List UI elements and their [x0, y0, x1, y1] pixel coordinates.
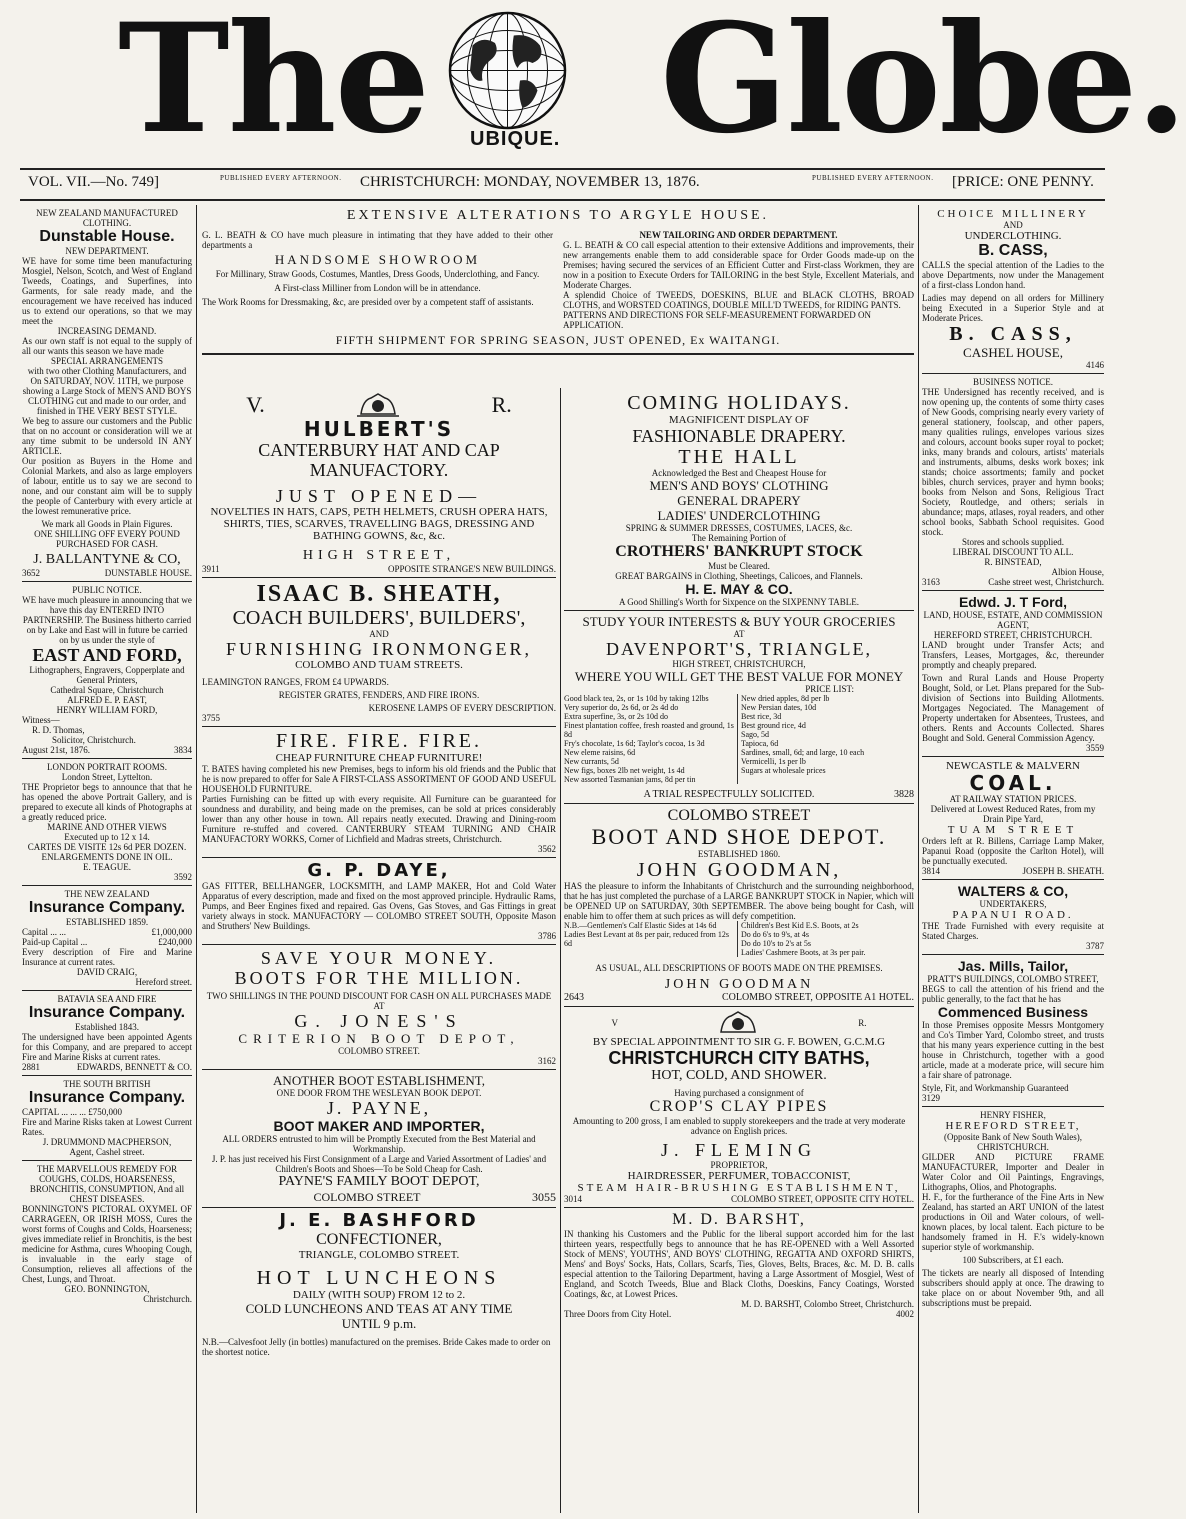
argyle-right-body: G. L. BEATH & CO call especial attention to their extensive Additions and improvements, their new arrangements enable them to add considerable space for Order Goods made-up on the Premises; having secured the services of an Efficient Cutter and First-class Workmen, they are now in a position to Execute Orders for TAILORING in the best Style, Excellent Materials, and Moderate Charges.: [563, 240, 914, 290]
list-item: Fry's chocolate, 1s 6d; Taylor's cocoa, 1s 3d: [564, 739, 705, 748]
list-item: New eleme raisins, 6d: [564, 748, 636, 757]
ad-ref: 3828: [893, 789, 914, 800]
goodman-head: COLOMBO STREET: [667, 807, 811, 824]
walters-body: THE Trade Furnished with every requisite at Stated Charges.: [922, 921, 1104, 941]
argyle-left-body: The Work Rooms for Dressmaking, &c, are presided over by a competent staff of assistants.: [202, 297, 534, 307]
portrait-views-size: Executed up to 12 x 14.: [64, 832, 150, 842]
hall-head: COMING HOLIDAYS.: [627, 392, 851, 414]
hulbert-opened: JUST OPENED—: [275, 486, 483, 506]
payne-body: ALL ORDERS entrusted to him will be Promptly Executed from the Best Material and Workmanship.: [222, 1134, 536, 1154]
hall-firm: H. E. MAY & CO.: [685, 581, 793, 597]
ad-ref: 3652: [22, 568, 40, 578]
batavia-name: Insurance Company.: [28, 1004, 186, 1021]
ford-body: LAND brought under Transfer Acts; and Transfers, Leases, Mortgages, &c, thereunder promptly and cheaply prepared.: [922, 640, 1104, 670]
cass-under: UNDERCLOTHING.: [964, 230, 1062, 242]
coal-head: NEWCASTLE & MALVERN: [945, 760, 1081, 772]
bashford-addr: TRIANGLE, COLOMBO STREET.: [298, 1249, 460, 1261]
fisher-body: H. F., for the furtherance of the Fine Arts in New Zealand, has started an ART UNION of the latest productions in Oil and Water colours, of well-known places, by local talent. Each picture to be handsomely framed in H. F.'s widely-known superior style of workmanship.: [922, 1192, 1104, 1252]
list-item: New figs, boxes 2lb net weight, 1s 4d: [564, 766, 685, 775]
ad-ref: 3559: [1086, 743, 1104, 753]
payne-sub: ONE DOOR FROM THE WESLEYAN BOOK DEPOT.: [276, 1088, 482, 1098]
goodman-body: HAS the pleasure to inform the Inhabitants of Christchurch and the surrounding neighborhood, that he has just completed the purchase of a LARGE BANKRUPT STOCK in Napier, which will be OPENED UP on SATURDAY, 30th SEPTEMBER. The above being bought for Cash, will enable him to offer them at such prices as will defy competition.: [564, 881, 914, 921]
ad-ref: 3755: [202, 713, 220, 723]
walters-road: PAPANUI ROAD.: [952, 909, 1074, 921]
baths-prop: PROPRIETOR,: [710, 1160, 768, 1170]
binstead-house: Albion House,: [1051, 567, 1104, 577]
argyle-title: EXTENSIVE ALTERATIONS TO ARGYLE HOUSE.: [346, 208, 770, 223]
southbritish-capital: CAPITAL ... ... ... £750,000: [22, 1107, 122, 1117]
remedy-name: GEO. BONNINGTON,: [64, 1284, 150, 1294]
argyle-footer: FIFTH SHIPMENT FOR SPRING SEASON, JUST OPENED, Ex WAITANGI.: [335, 333, 781, 347]
list-item: Tapioca, 6d: [741, 739, 779, 748]
ford-body: Town and Rural Lands and House Property Bought, Sold, or Let. Plans prepared for the Sub-division of Sections into Building Allotments. Mortgages Negociated. The Management of Property undertaken for Absentees, Trustees, and others. Rents and Accounts Collected. Shares Bought and Sold. General Commission Agency.: [922, 673, 1104, 743]
ad-ref: 3163: [922, 577, 940, 587]
sheath-name: ISAAC B. SHEATH,: [256, 581, 502, 607]
jones-boots: BOOTS FOR THE MILLION.: [234, 968, 524, 988]
sheath-sub: FURNISHING IRONMONGER,: [225, 639, 532, 659]
royal-v: V.: [246, 392, 265, 417]
ford-name: Edwd. J. T Ford,: [958, 594, 1068, 610]
davenport-head: STUDY YOUR INTERESTS & BUY YOUR GROCERIES: [582, 614, 896, 629]
pub-right: PUBLISHED EVERY AFTERNOON.: [812, 174, 934, 182]
column-2: [202, 392, 556, 1512]
royal-r: R.: [491, 392, 512, 417]
hall-stock: CROTHERS' BANKRUPT STOCK: [615, 543, 863, 560]
portrait-name: E. TEAGUE.: [82, 862, 132, 872]
davenport-addr: HIGH STREET, CHRISTCHURCH,: [672, 659, 806, 669]
binstead-discount: LIBERAL DISCOUNT TO ALL.: [952, 547, 1074, 557]
portrait-views: MARINE AND OTHER VIEWS: [47, 822, 167, 832]
notice-witness-role: Solicitor, Christchurch.: [52, 735, 136, 745]
info-line: [20, 172, 1100, 194]
argyle-left-body: For Millinary, Straw Goods, Costumes, Mantles, Dress Goods, Underclothing, and Fancy.: [215, 269, 540, 279]
barsht-doors: Three Doors from City Hotel.: [564, 1309, 672, 1319]
mills-name: Jas. Mills, Tailor,: [957, 958, 1069, 974]
goodman-list-left: [564, 921, 737, 957]
argyle-left-body: A First-class Milliner from London will be in attendance.: [274, 283, 481, 293]
argyle-left-body: G. L. BEATH & CO have much pleasure in intimating that they have added to their other departments a: [202, 230, 553, 250]
notice-witness: Witness—: [22, 715, 60, 725]
portrait-enlarge: ENLARGEMENTS DONE IN OIL.: [41, 852, 173, 862]
jones-addr: COLOMBO STREET.: [338, 1046, 420, 1056]
daye-name: G. P. DAYE,: [307, 860, 451, 881]
list-item: Best rice, 3d: [741, 712, 782, 721]
batavia-est: Established 1843.: [75, 1022, 139, 1032]
coal-station: AT RAILWAY STATION PRICES.: [949, 794, 1077, 804]
list-item: Children's Best Kid E.S. Boots, at 2s: [741, 921, 859, 930]
davenport-trial: A TRIAL RESPECTFULLY SOLICITED.: [643, 789, 815, 800]
ad-ref: 3562: [538, 844, 556, 854]
cass-body: CALLS the special attention of the Ladies to the above Departments, now under the Management of a first-class London hand.: [922, 260, 1104, 290]
baths-pipes: CROP'S CLAY PIPES: [649, 1098, 829, 1115]
bashford-nb: N.B.—Calvesfoot Jelly (in bottles) manufactured on the premises. Bride Cakes made to order on the shortest notice.: [202, 1337, 551, 1357]
list-item: Ladies Best Levant at 8s per pair, reduced from 12s 6d: [564, 930, 729, 948]
argyle-ad: [202, 208, 914, 386]
column-1: [22, 208, 192, 1513]
portrait-addr: London Street, Lyttelton.: [61, 772, 153, 782]
batavia-body: The undersigned have been appointed Agents for this Company, and are prepared to accept Fire and Marine Risks at current rates.: [22, 1032, 192, 1062]
fire-sub: CHEAP FURNITURE CHEAP FURNITURE!: [275, 752, 483, 764]
price: [PRICE: ONE PENNY.: [952, 174, 1094, 190]
barsht-sign: M. D. BARSHT, Colombo Street, Christchurch.: [741, 1299, 914, 1309]
dunstable-body: with two other Clothing Manufacturers, and On SATURDAY, NOV. 11TH, we purpose showing a Large Stock of MEN'S AND BOYS CLOTHING cut and made to our order, and finished in THE VERY BEST STYLE.: [22, 366, 192, 416]
baths-trade: HAIRDRESSER, PERFUMER, TOBACCONIST,: [627, 1170, 851, 1182]
davenport-at: AT: [733, 629, 745, 639]
column-3: [564, 392, 914, 1512]
notice-trades: Lithographers, Engravers, Copperplate and General Printers,: [29, 665, 185, 685]
dunstable-dept: NEW DEPARTMENT.: [65, 246, 149, 256]
bashford-until: UNTIL 9 p.m.: [341, 1316, 417, 1331]
davenport-value: WHERE YOU WILL GET THE BEST VALUE FOR MONEY: [574, 669, 904, 684]
payne-trade: BOOT MAKER AND IMPORTER,: [273, 1118, 485, 1134]
argyle-right-body: A splendid Choice of TWEEDS, DOESKINS, BLUE and BLACK CLOTHS, BROAD CLOTHS, and WORSTED COATINGS, DOUBLE MILL'D TWEEDS, for RIDING PANTS.: [563, 290, 914, 310]
list-item: N.B.—Gentlemen's Calf Elastic Sides at 14s 6d: [564, 921, 717, 930]
batavia-kicker: BATAVIA SEA AND FIRE: [57, 994, 157, 1004]
payne-head: ANOTHER BOOT ESTABLISHMENT,: [273, 1073, 485, 1088]
ad-ref: 3834: [174, 745, 192, 755]
goodman-name: JOHN GOODMAN,: [636, 859, 842, 881]
payne-addr: COLOMBO STREET: [313, 1190, 421, 1204]
royal-v: V: [611, 1018, 619, 1028]
nzins-body: Every description of Fire and Marine Insurance at current rates.: [22, 947, 192, 967]
argyle-right-body: PATTERNS AND DIRECTIONS FOR SELF-MEASUREMENT FORWARDED ON APPLICATION.: [563, 310, 872, 330]
coal-street: TUAM STREET: [947, 824, 1079, 836]
list-item: New dried apples, 8d per lb: [741, 694, 830, 703]
list-item: Best ground rice, 4d: [741, 721, 806, 730]
list-item: Very superior do, 2s 6d, or 2s 4d do: [564, 703, 679, 712]
remedy-body: BONNINGTON'S PICTORAL OXYMEL OF CARRAGEEN, OR IRISH MOSS, Cures the worst forms of Coughs and Colds, Hoarseness; gives immediate relief in Bronchitis, is the best medicine for Asthma, cures Whooping Cough, is invaluable in the early stage of Consumption, relieves all affections of the Chest, Lungs, and Throat.: [22, 1204, 192, 1284]
binstead-stores: Stores and schools supplied.: [962, 537, 1064, 547]
hall-bargains: GREAT BARGAINS in Clothing, Sheetings, Calicoes, and Flannels.: [615, 571, 863, 581]
column-divider: [918, 205, 919, 1513]
globe-icon: [445, 8, 570, 133]
sheath-line: REGISTER GRATES, FENDERS, AND FIRE IRONS.: [278, 690, 480, 700]
ad-ref: 3786: [538, 931, 556, 941]
cass-kicker: CHOICE MILLINERY: [937, 208, 1089, 220]
nzins-agent: DAVID CRAIG,: [76, 967, 138, 977]
ad-ref: 3162: [538, 1056, 556, 1066]
column-divider: [196, 205, 197, 1513]
list-item: Good black tea, 2s, or 1s 10d by taking 12lbs: [564, 694, 709, 703]
baths-body: Amounting to 200 gross, I am enabled to supply storekeepers and the trade at very moderate advance on English prices.: [572, 1116, 906, 1136]
royal-r: R.: [858, 1018, 867, 1028]
masthead: [0, 0, 1186, 170]
mills-body: In those Premises opposite Messrs Montgomery and Co's Timber Yard, Colombo street, and trusts that his many years experience cutting in the best house in Christchurch, together with a good article, made at a moderate price, will secure him a fair share of patronage.: [922, 1020, 1104, 1080]
notice-addr: Cathedral Square, Christchurch: [50, 685, 164, 695]
hulbert-street: HIGH STREET,: [302, 548, 456, 563]
davenport-name: DAVENPORT'S, TRIANGLE,: [605, 639, 872, 659]
notice-partner: ALFRED E. P. EAST,: [67, 695, 147, 705]
coal-body: Orders left at R. Billens, Carriage Lamp Maker, Papanui Road (opposite the Carlton Hotel), will be punctually executed.: [922, 836, 1104, 866]
ad-ref: 2881: [22, 1062, 40, 1072]
list-item: New Persian dates, 10d: [741, 703, 817, 712]
dunstable-demand: INCREASING DEMAND.: [57, 326, 157, 336]
nzins-kicker: THE NEW ZEALAND: [64, 889, 150, 899]
coal-word: COAL.: [969, 771, 1057, 795]
davenport-list-right: [737, 694, 914, 784]
portrait-title: LONDON PORTRAIT ROOMS.: [46, 762, 168, 772]
goodman-name2: JOHN GOODMAN: [664, 977, 814, 992]
bashford-hot: HOT LUNCHEONS: [256, 1267, 502, 1289]
mills-addr: PRATT'S BUILDINGS, COLOMBO STREET,: [927, 974, 1099, 984]
nzins-capital-value: £1,000,000: [151, 927, 192, 937]
masthead-motto: UBIQUE.: [470, 128, 561, 150]
nzins-paid-value: £240,000: [158, 937, 192, 947]
remedy-addr: Christchurch.: [143, 1294, 192, 1304]
fire-body: Parties Furnishing can be fitted up with every requisite. All Furniture can be guaranteed for soundness and durability, and being made on the premises, can be sold at prices considerably lower than any other house in town. All repairs neatly executed. Drawing and Dining-room Furniture re-stuffed and covered. CANTERBURY STEAM TURNING AND CHAIR MANUFACTORY WORKS, Corner of Lichfield and Madras streets, Christchurch.: [202, 794, 556, 844]
binstead-body: THE Undersigned has recently received, and is now opening up, the contents of some thirty cases of New Goods, comprising nearly every variety of general stationery, foolscap, and other papers, many qualities rulings, envelopes various sizes and colours, account books super royal to pocket; inks, many brands and colours, artists' materials and instruments, albums, desks work boxes; ink stands; choice assortments; family and pocket bibles, church services, prayer and hymn books; books from Nelson and Sons, Religious Tract Society, Routledge, and others; serials in abundance; maps, atlases, royal readers, and other school books, Sabbath School requisites. Good stock.: [922, 387, 1104, 537]
bashford-name: J. E. BASHFORD: [279, 1210, 479, 1231]
column-divider: [560, 388, 561, 1513]
cass-body: Ladies may depend on all orders for Millinery being Executed in a Superior Style and at Moderate Prices.: [922, 293, 1104, 323]
barsht-body: IN thanking his Customers and the Public for the liberal support accorded him for the last thirteen years, respectfully begs to announce that he has RE-OPENED with a Well Assorted Stock of MENS', YOUTHS', AND BOYS' CLOTHING, REGATTA AND OXFORD SHIRTS, Mens' and Boys' Socks, Hats, Collars, Scarfs, Ties, Gloves, Belts, Braces, &c. M. D. B. calls especial attention to the Tailoring Department, having a Large Assortment of Mosgiel, West of England, and Scotch Tweeds, Blue and Black Cloths, Doeskins, Fancy Coatings, Worsted Coatings, &c, at Lowest Prices.: [564, 1229, 914, 1299]
hulbert-addr: OPPOSITE STRANGE'S NEW BUILDINGS.: [388, 564, 556, 574]
ad-ref: 4002: [896, 1309, 914, 1319]
list-item: New currants, 5d: [564, 757, 619, 766]
list-item: Sugars at wholesale prices: [741, 766, 826, 775]
payne-name: J. PAYNE,: [326, 1098, 432, 1118]
ad-ref: 3592: [174, 872, 192, 882]
dunstable-discount: ONE SHILLING OFF EVERY POUND PURCHASED FOR CASH.: [34, 529, 180, 549]
baths-sub: HOT, COLD, AND SHOWER.: [651, 1068, 827, 1083]
list-item: Ladies' Cashmere Boots, at 3s per pair.: [741, 948, 866, 957]
hall-name: THE HALL: [678, 446, 800, 468]
hall-remaining: The Remaining Portion of: [691, 533, 787, 543]
ad-ref: 4146: [1086, 360, 1104, 370]
hulbert-name: HULBERT'S: [303, 417, 455, 441]
mills-head: Commenced Business: [937, 1004, 1089, 1020]
jones-head: SAVE YOUR MONEY.: [260, 948, 498, 968]
ad-ref: 3911: [202, 564, 220, 574]
sheath-line: LEAMINGTON RANGES, FROM £4 UPWARDS.: [202, 677, 389, 687]
fire-body: T. BATES having completed his new Premises, begs to inform his old friends and the Public that he is now prepared to offer for Sale A FIRST-CLASS ASSORTMENT OF GOOD AND USEFUL HOUSEHOLD FURNITURE.: [202, 764, 556, 794]
dunstable-body: We beg to assure our customers and the Public that on no account or consideration will we at any time submit to be undersold IN ANY ARTICLE.: [22, 416, 192, 456]
coal-body: Delivered at Lowest Reduced Rates, from my Drain Pipe Yard,: [930, 804, 1096, 824]
hulbert-items: NOVELTIES IN HATS, CAPS, PETH HELMETS, CRUSH OPERA HATS, SHIRTS, TIES, SCARVES, TRAVELLING BAGS, DRESSING AND BATHING GOWNS, &c, &c.: [210, 506, 548, 542]
nzins-name: Insurance Company.: [28, 899, 186, 916]
baths-addr: COLOMBO STREET, OPPOSITE CITY HOTEL.: [731, 1194, 914, 1204]
royal-crest-icon: [353, 392, 403, 418]
list-item: Sardines, small, 6d; and large, 10 each: [741, 748, 865, 757]
ad-ref: 3014: [564, 1194, 582, 1204]
info-rule: [20, 199, 1105, 201]
sheath-line: KEROSENE LAMPS OF EVERY DESCRIPTION.: [368, 703, 556, 713]
fisher-street: HEREFORD STREET,: [945, 1120, 1081, 1132]
notice-partner: HENRY WILLIAM FORD,: [56, 705, 158, 715]
ford-trade: LAND, HOUSE, ESTATE, AND COMMISSION AGENT,: [923, 610, 1103, 630]
fisher-opp: (Opposite Bank of New South Wales),: [943, 1132, 1083, 1142]
goodman-usual: AS USUAL, ALL DESCRIPTIONS OF BOOTS MADE ON THE PREMISES.: [595, 963, 883, 973]
jones-body: TWO SHILLINGS IN THE POUND DISCOUNT FOR CASH ON ALL PURCHASES MADE AT: [206, 991, 552, 1011]
argyle-right-title: NEW TAILORING AND ORDER DEPARTMENT.: [639, 230, 838, 240]
ad-ref: 3129: [922, 1093, 940, 1103]
ad-ref: 2643: [564, 992, 584, 1003]
barsht-name: M. D. BARSHT,: [672, 1211, 806, 1228]
fisher-body: The tickets are nearly all disposed of Intending subscribers should apply at once. The drawing to take place on or about November 9th, and all subscriptions must be prepaid.: [922, 1268, 1104, 1308]
notice-firm: EAST AND FORD,: [32, 645, 182, 665]
list-item: Finest plantation coffee, fresh roasted and ground, 1s 8d: [564, 721, 734, 739]
column-4: [922, 208, 1104, 1513]
hall-sub: FASHIONABLE DRAPERY.: [632, 426, 846, 446]
fire-head: FIRE. FIRE. FIRE.: [275, 730, 483, 752]
baths-having: Having purchased a consignment of: [674, 1088, 804, 1098]
pub-left: PUBLISHED EVERY AFTERNOON.: [220, 174, 342, 182]
bashford-cold: COLD LUNCHEONS AND TEAS AT ANY TIME: [245, 1301, 513, 1316]
cass-name: B. CASS,: [978, 242, 1048, 259]
binstead-name: R. BINSTEAD,: [984, 557, 1042, 567]
coal-name: JOSEPH B. SHEATH.: [1022, 866, 1104, 876]
nzins-capital-label: Capital ... ...: [22, 927, 66, 937]
dunstable-name: Dunstable House.: [39, 228, 175, 245]
hall-line: MEN'S AND BOYS' CLOTHING: [649, 478, 829, 493]
mills-body: BEGS to call the attention of his friend and the public generally, to the fact that he has: [922, 984, 1104, 1004]
goodman-list-right: [737, 921, 914, 957]
royal-crest-icon: [713, 1010, 763, 1036]
ad-ref: 3787: [1086, 941, 1104, 951]
baths-appoint: BY SPECIAL APPOINTMENT TO SIR G. F. BOWEN, G.C.M.G: [592, 1036, 886, 1048]
masthead-word-globe: Globe.: [660, 0, 1186, 167]
portrait-body: THE Proprietor begs to announce that that he has opened the above Portrait Gallery, and is prepared to execute all kinds of Photographs at a greatly reduced price.: [22, 782, 192, 822]
nzins-paid-label: Paid-up Capital ...: [22, 937, 88, 947]
fisher-city: CHRISTCHURCH.: [977, 1142, 1049, 1152]
jones-name: G. JONES'S: [294, 1011, 464, 1031]
dunstable-kicker: NEW ZEALAND MANUFACTURED CLOTHING.: [36, 208, 178, 228]
masthead-word-the: The: [118, 0, 429, 167]
dunstable-firm: J. BALLANTYNE & CO,: [33, 552, 181, 567]
hall-sub: MAGNIFICENT DISPLAY OF: [668, 414, 810, 426]
hulbert-sub: CANTERBURY HAT AND CAP MANUFACTORY.: [258, 440, 500, 480]
baths-proprietor-name: J. FLEMING: [660, 1140, 817, 1160]
list-item: Do do 10's to 2's at 5s: [741, 939, 811, 948]
davenport-list-left: [564, 694, 737, 784]
dateline: CHRISTCHURCH: MONDAY, NOVEMBER 13, 1876.: [360, 174, 700, 190]
cass-and: AND: [1003, 220, 1023, 230]
hall-table: A Good Shilling's Worth for Sixpence on the SIXPENNY TABLE.: [618, 597, 859, 607]
list-item: Sago, 5d: [741, 730, 769, 739]
walters-trade: UNDERTAKERS,: [979, 899, 1047, 909]
list-item: Extra superfine, 3s, or 2s 10d do: [564, 712, 668, 721]
hall-line: SPRING & SUMMER DRESSES, COSTUMES, LACES, &c.: [625, 523, 853, 533]
dunstable-special: SPECIAL ARRANGEMENTS: [51, 356, 163, 366]
notice-body: WE have much pleasure in announcing that we have this day ENTERED INTO PARTNERSHIP. The Business hitherto carried on by Lake and East will in future be carried on by us under the style of: [22, 595, 192, 645]
southbritish-addr: Agent, Cashel street.: [69, 1147, 145, 1157]
payne-depot: PAYNE'S FAMILY BOOT DEPOT,: [278, 1174, 480, 1189]
dunstable-body: Our position as Buyers in the Home and Colonial Markets, and also as large employers of labour, entitle us to say we are second to none, and our constant aim will be to supply the people of Canterbury with every article at the lowest remunerative price.: [22, 456, 192, 516]
dunstable-plain: We mark all Goods in Plain Figures.: [41, 519, 173, 529]
jones-depot: CRITERION BOOT DEPOT,: [238, 1031, 520, 1046]
notice-title: PUBLIC NOTICE.: [72, 585, 142, 595]
southbritish-body: Fire and Marine Risks taken at Lowest Current Rates.: [22, 1117, 192, 1137]
sheath-sub: COACH BUILDERS', BUILDERS',: [232, 607, 526, 629]
masthead-rule: [20, 168, 1105, 170]
cass-house: CASHEL HOUSE,: [963, 345, 1063, 360]
southbritish-agent: J. DRUMMOND MACPHERSON,: [42, 1137, 172, 1147]
sheath-and: AND: [369, 629, 389, 639]
dunstable-body: WE have for some time been manufacturing Mosgiel, Nelson, Scotch, and West of England Tweeds, Coatings, and Superfines, into Garments, for sale ready made, and the encouragement we have received has induced us to extend our operations, so that we may meet the: [22, 256, 192, 326]
baths-name: CHRISTCHURCH CITY BATHS,: [608, 1048, 870, 1068]
walters-name: WALTERS & CO,: [957, 883, 1069, 899]
hall-must: Must be Cleared.: [708, 561, 770, 571]
binstead-title: BUSINESS NOTICE.: [972, 377, 1053, 387]
daye-body: GAS FITTER, BELLHANGER, LOCKSMITH, and LAMP MAKER, Hot and Cold Water Apparatus of every description, made and fixed on the most approved principle. Hydraulic Rams, Pumps, and Beer Engines fixed and repaired. Gas Ovens, Gas Stoves, and Gas Fittings in great variety always in stock. MANUFACTORY — COLOMBO STREET SOUTH, Opposite Mason and Struthers' New Buildings.: [202, 881, 556, 931]
argyle-showroom: HANDSOME SHOWROOM: [274, 252, 481, 267]
southbritish-kicker: THE SOUTH BRITISH: [63, 1079, 151, 1089]
hall-line: LADIES' UNDERCLOTHING: [657, 508, 821, 523]
dunstable-house: DUNSTABLE HOUSE.: [104, 568, 192, 578]
goodman-boot: BOOT AND SHOE DEPOT.: [591, 824, 887, 849]
fisher-body: GILDER AND PICTURE FRAME MANUFACTURER, Importer and Dealer in Water Color and Oil Paintings, Engravings, Lithographs, Olios, and Photographs.: [922, 1152, 1104, 1192]
sheath-addr: COLOMBO AND TUAM STREETS.: [295, 659, 463, 671]
list-item: New assorted Tasmanian jams, 8d per tin: [564, 775, 696, 784]
portrait-cartes: CARTES DE VISITE 12s 6d PER DOZEN.: [27, 842, 187, 852]
volume: VOL. VII.—No. 749]: [28, 174, 159, 190]
batavia-agent: EDWARDS, BENNETT & CO.: [76, 1062, 192, 1072]
ford-addr: HEREFORD STREET, CHRISTCHURCH.: [933, 630, 1093, 640]
notice-witness-name: R. D. Thomas,: [32, 725, 85, 735]
binstead-addr: Cashe street west, Christchurch.: [988, 577, 1104, 587]
goodman-est: ESTABLISHED 1860.: [697, 849, 781, 859]
list-item: Do do 6's to 9's, at 4s: [741, 930, 809, 939]
fisher-subs: 100 Subscribers, at £1 each.: [962, 1255, 1064, 1265]
payne-body: J. P. has just received his First Consignment of a Large and Varied Assortment of Ladies' and Children's Boots and Shoes—To be Sold Cheap for Cash.: [211, 1154, 547, 1174]
hall-line: GENERAL DRAPERY: [677, 493, 801, 508]
mills-style: Style, Fit, and Workmanship Guaranteed: [922, 1083, 1069, 1093]
ad-ref: 3055: [531, 1190, 556, 1204]
baths-steam: STEAM HAIR-BRUSHING ESTABLISHMENT,: [577, 1182, 901, 1194]
nzins-addr: Hereford street.: [135, 977, 192, 987]
list-item: Vermicelli, 1s per lb: [741, 757, 806, 766]
remedy-title: THE MARVELLOUS REMEDY FOR COUGHS, COLDS, HOARSENESS, BRONCHITIS, CONSUMPTION, And all CHEST DISEASES.: [29, 1164, 185, 1204]
goodman-addr: COLOMBO STREET, OPPOSITE A1 HOTEL.: [721, 992, 914, 1003]
nzins-est: ESTABLISHED 1859.: [65, 917, 149, 927]
notice-date: August 21st, 1876.: [22, 745, 91, 755]
southbritish-name: Insurance Company.: [28, 1089, 186, 1106]
hall-ack: Acknowledged the Best and Cheapest House for: [651, 468, 827, 478]
davenport-pricelist: PRICE LIST:: [805, 684, 854, 694]
cass-name2: B. CASS,: [949, 323, 1077, 345]
dunstable-body: As our own staff is not equal to the supply of all our wants this season we have made: [22, 336, 192, 356]
bashford-daily: DAILY (WITH SOUP) FROM 12 to 2.: [292, 1289, 466, 1301]
ad-ref: 3814: [922, 866, 940, 876]
fisher-name: HENRY FISHER,: [980, 1110, 1046, 1120]
bashford-trade: CONFECTIONER,: [316, 1231, 442, 1248]
